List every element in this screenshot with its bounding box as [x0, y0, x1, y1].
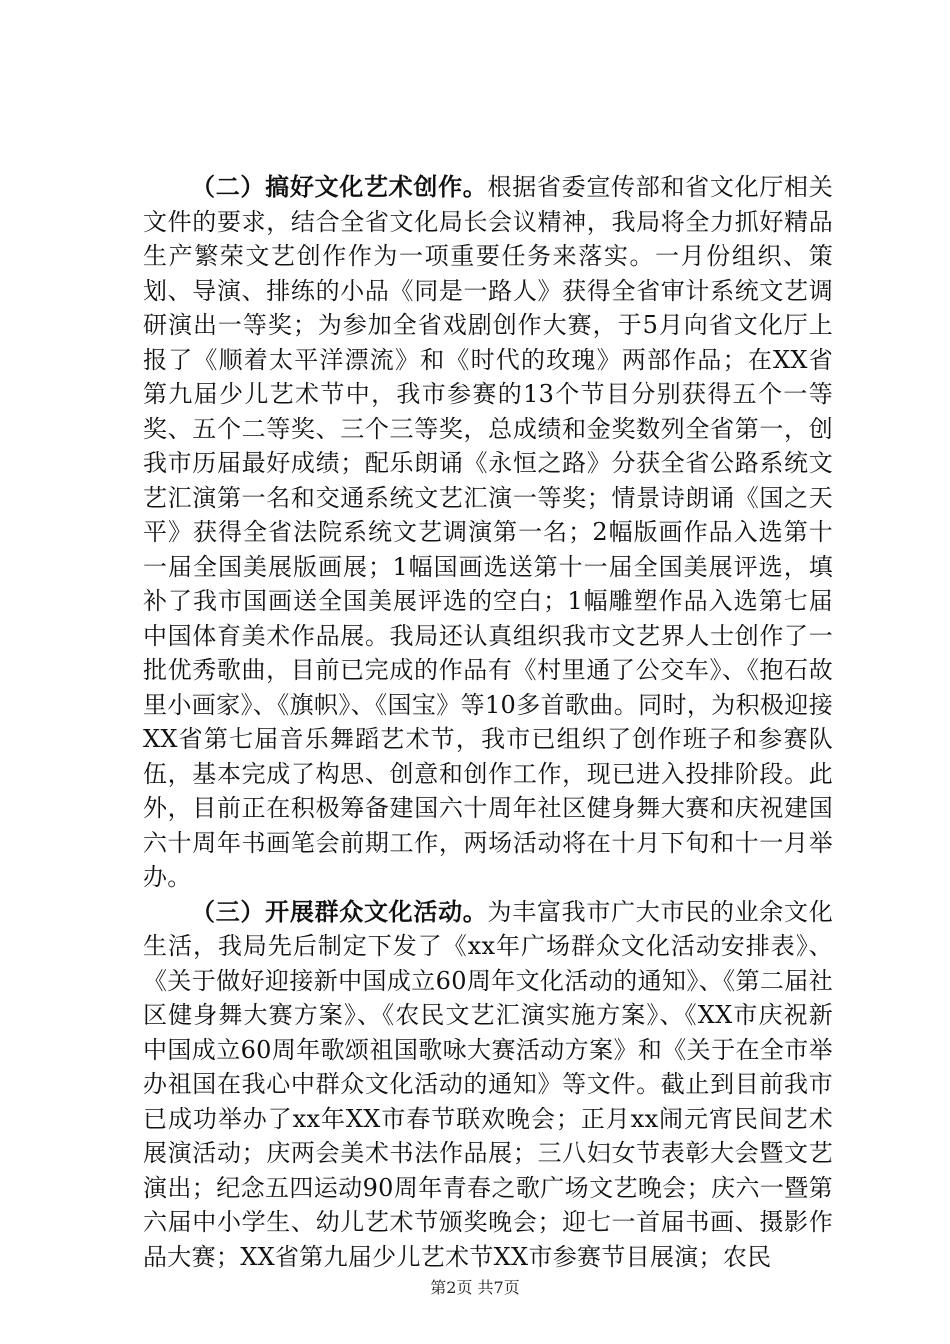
section-heading-three: （三）开展群众文化活动。	[191, 897, 488, 926]
paragraph-mass-culture-activities	[143, 895, 833, 1275]
paragraph-body-three: 为丰富我市广大市民的业余文化生活，我局先后制定下发了《xx年广场群众文化活动安排表》、《关于做好迎接新中国成立60周年文化活动的通知》、《第二届社区健身舞大赛方案》、《农民文艺汇演实施方案》、《XX市庆祝新中国成立60周年歌颂祖国歌咏大赛活动方案》和《关于在全市举办祖国在我心中群众文化活动的通知》等文件。截止到目前我市已成功举办了xx年XX市春节联欢晚会；正月xx闹元宵民间艺术展演活动；庆两会美术书法作品展；三八妇女节表彰大会暨文艺演出；纪念五四运动90周年青春之歌广场文艺晚会；庆六一暨第六届中小学生、幼儿艺术节颁奖晚会；迎七一首届书画、摄影作品大赛；XX省第九届少儿艺术节XX市参赛节目展演；农民	[143, 897, 833, 1271]
paragraph-body-two: 根据省委宣传部和省文化厅相关文件的要求，结合全省文化局长会议精神，我局将全力抓好精品生产繁荣文艺创作作为一项重要任务来落实。一月份组织、策划、导演、排练的小品《同是一路人》获得全省审计系统文艺调研演出一等奖；为参加全省戏剧创作大赛，于5月向省文化厅上报了《顺着太平洋漂流》和《时代的玫瑰》两部作品；在XX省第九届少儿艺术节中，我市参赛的13个节目分别获得五个一等奖、五个二等奖、三个三等奖，总成绩和金奖数列全省第一，创我市历届最好成绩；配乐朗诵《永恒之路》分获全省公路系统文艺汇演第一名和交通系统文艺汇演一等奖；情景诗朗诵《国之天平》获得全省法院系统文艺调演第一名；2幅版画作品入选第十一届全国美展版画展；1幅国画选送第十一届全国美展评选，填补了我市国画送全国美展评选的空白；1幅雕塑作品入选第七届中国体育美术作品展。我局还认真组织我市文艺界人士创作了一批优秀歌曲，目前已完成的作品有《村里通了公交车》、《抱石故里小画家》、《旗帜》、《国宝》等10多首歌曲。同时，为积极迎接XX省第七届音乐舞蹈艺术节，我市已组织了创作班子和参赛队伍，基本完成了构思、创意和创作工作，现已进入投排阶段。此外，目前正在积极筹备建国六十周年社区健身舞大赛和庆祝建国六十周年书画笔会前期工作，两场活动将在十月下旬和十一月举办。	[143, 173, 833, 891]
paragraph-culture-art-creation	[143, 170, 833, 895]
section-heading-two: （二）搞好文化艺术创作。	[191, 173, 488, 201]
document-body	[143, 170, 833, 1274]
page-number-footer: 第2页 共7页	[430, 1278, 520, 1297]
